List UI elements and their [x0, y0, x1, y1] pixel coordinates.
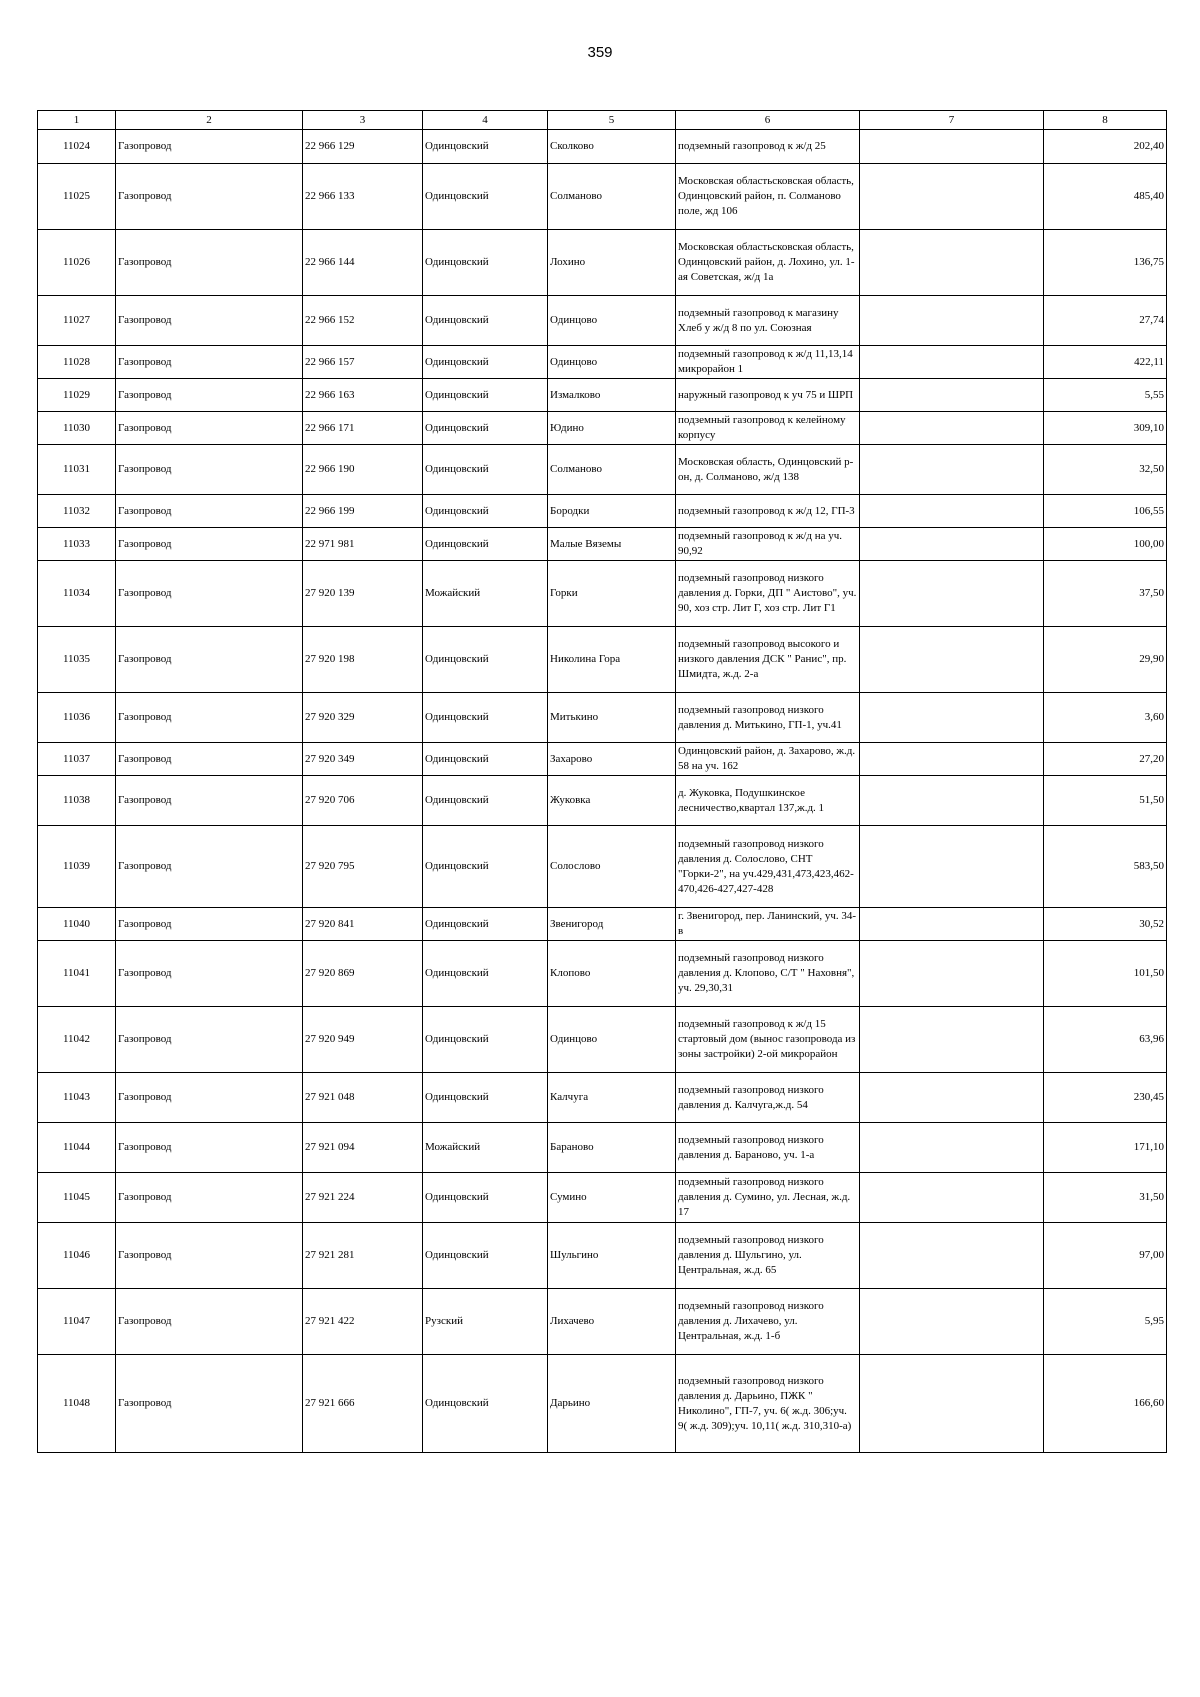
district-cell: Одинцовский: [423, 908, 548, 941]
note-cell: [860, 1223, 1044, 1289]
note-cell: [860, 495, 1044, 528]
table-row: [38, 445, 1167, 495]
column-header: 5: [548, 111, 676, 130]
table-row: [38, 346, 1167, 379]
table-row: [38, 941, 1167, 1007]
district-cell: Одинцовский: [423, 164, 548, 230]
length-value-cell: 171,10: [1044, 1123, 1167, 1173]
object-name-cell: Газопровод: [116, 826, 303, 908]
district-cell: Одинцовский: [423, 346, 548, 379]
district-cell: Одинцовский: [423, 1223, 548, 1289]
address-cell: подземный газопровод низкого давления д. Сумино, ул. Лесная, ж.д. 17: [676, 1173, 860, 1223]
note-cell: [860, 1123, 1044, 1173]
table-row: [38, 296, 1167, 346]
row-number-cell: 11033: [38, 528, 116, 561]
district-cell: Одинцовский: [423, 296, 548, 346]
object-name-cell: Газопровод: [116, 495, 303, 528]
address-cell: Московская область, Одинцовский р-он, д. Солманово, ж/д 138: [676, 445, 860, 495]
object-name-cell: Газопровод: [116, 627, 303, 693]
locality-cell: Дарьино: [548, 1355, 676, 1453]
locality-cell: Измалково: [548, 379, 676, 412]
note-cell: [860, 826, 1044, 908]
length-value-cell: 166,60: [1044, 1355, 1167, 1453]
district-cell: Одинцовский: [423, 776, 548, 826]
row-number-cell: 11035: [38, 627, 116, 693]
row-number-cell: 11045: [38, 1173, 116, 1223]
address-cell: д. Жуковка, Подушкинское лесничество,квартал 137,ж.д. 1: [676, 776, 860, 826]
table-row: [38, 1123, 1167, 1173]
length-value-cell: 5,95: [1044, 1289, 1167, 1355]
locality-cell: Горки: [548, 561, 676, 627]
note-cell: [860, 130, 1044, 164]
object-name-cell: Газопровод: [116, 445, 303, 495]
length-value-cell: 485,40: [1044, 164, 1167, 230]
length-value-cell: 5,55: [1044, 379, 1167, 412]
district-cell: Одинцовский: [423, 1073, 548, 1123]
note-cell: [860, 346, 1044, 379]
locality-cell: Одинцово: [548, 346, 676, 379]
row-number-cell: 11030: [38, 412, 116, 445]
inventory-number-cell: 27 920 795: [303, 826, 423, 908]
table-row: [38, 130, 1167, 164]
table-row: [38, 1223, 1167, 1289]
locality-cell: Солманово: [548, 164, 676, 230]
length-value-cell: 422,11: [1044, 346, 1167, 379]
table-row: [38, 826, 1167, 908]
inventory-number-cell: 27 920 329: [303, 693, 423, 743]
address-cell: подземный газопровод высокого и низкого давления ДСК " Ранис", пр. Шмидта, ж.д. 2-а: [676, 627, 860, 693]
length-value-cell: 29,90: [1044, 627, 1167, 693]
address-cell: подземный газопровод низкого давления д. Клопово, С/Т " Наховня", уч. 29,30,31: [676, 941, 860, 1007]
note-cell: [860, 230, 1044, 296]
object-name-cell: Газопровод: [116, 1355, 303, 1453]
note-cell: [860, 445, 1044, 495]
address-cell: наружный газопровод к уч 75 и ШРП: [676, 379, 860, 412]
object-name-cell: Газопровод: [116, 1223, 303, 1289]
note-cell: [860, 1355, 1044, 1453]
object-name-cell: Газопровод: [116, 164, 303, 230]
registry-table: [37, 110, 1167, 1453]
locality-cell: Сколково: [548, 130, 676, 164]
inventory-number-cell: 22 966 171: [303, 412, 423, 445]
locality-cell: Жуковка: [548, 776, 676, 826]
length-value-cell: 31,50: [1044, 1173, 1167, 1223]
district-cell: Одинцовский: [423, 230, 548, 296]
inventory-number-cell: 27 920 949: [303, 1007, 423, 1073]
locality-cell: Захарово: [548, 743, 676, 776]
address-cell: Московская областьсковская область, Одинцовский район, п. Солманово поле, жд 106: [676, 164, 860, 230]
inventory-number-cell: 27 920 706: [303, 776, 423, 826]
inventory-number-cell: 27 920 139: [303, 561, 423, 627]
district-cell: Рузский: [423, 1289, 548, 1355]
address-cell: подземный газопровод низкого давления д. Шульгино, ул. Центральная, ж.д. 65: [676, 1223, 860, 1289]
inventory-number-cell: 27 921 281: [303, 1223, 423, 1289]
table-row: [38, 1355, 1167, 1453]
length-value-cell: 32,50: [1044, 445, 1167, 495]
table-row: [38, 528, 1167, 561]
note-cell: [860, 528, 1044, 561]
table-row: [38, 1173, 1167, 1223]
inventory-number-cell: 27 921 224: [303, 1173, 423, 1223]
locality-cell: Бараново: [548, 1123, 676, 1173]
object-name-cell: Газопровод: [116, 1007, 303, 1073]
length-value-cell: 30,52: [1044, 908, 1167, 941]
address-cell: подземный газопровод низкого давления д. Калчуга,ж.д. 54: [676, 1073, 860, 1123]
table-row: [38, 495, 1167, 528]
length-value-cell: 51,50: [1044, 776, 1167, 826]
row-number-cell: 11047: [38, 1289, 116, 1355]
table-row: [38, 1289, 1167, 1355]
length-value-cell: 27,20: [1044, 743, 1167, 776]
object-name-cell: Газопровод: [116, 941, 303, 1007]
locality-cell: Малые Вяземы: [548, 528, 676, 561]
locality-cell: Лихачево: [548, 1289, 676, 1355]
inventory-number-cell: 22 966 152: [303, 296, 423, 346]
row-number-cell: 11029: [38, 379, 116, 412]
inventory-number-cell: 22 966 163: [303, 379, 423, 412]
locality-cell: Бородки: [548, 495, 676, 528]
length-value-cell: 106,55: [1044, 495, 1167, 528]
note-cell: [860, 561, 1044, 627]
address-cell: подземный газопровод низкого давления д. Лихачево, ул. Центральная, ж.д. 1-б: [676, 1289, 860, 1355]
table-body: [38, 130, 1167, 1453]
inventory-number-cell: 22 966 129: [303, 130, 423, 164]
locality-cell: Лохино: [548, 230, 676, 296]
object-name-cell: Газопровод: [116, 230, 303, 296]
inventory-number-cell: 22 966 157: [303, 346, 423, 379]
table-row: [38, 561, 1167, 627]
object-name-cell: Газопровод: [116, 296, 303, 346]
address-cell: подземный газопровод низкого давления д. Бараново, уч. 1-а: [676, 1123, 860, 1173]
row-number-cell: 11034: [38, 561, 116, 627]
district-cell: Одинцовский: [423, 445, 548, 495]
table-row: [38, 1073, 1167, 1123]
object-name-cell: Газопровод: [116, 130, 303, 164]
table-row: [38, 743, 1167, 776]
inventory-number-cell: 22 966 144: [303, 230, 423, 296]
district-cell: Одинцовский: [423, 1007, 548, 1073]
table-row: [38, 412, 1167, 445]
address-cell: г. Звенигород, пер. Ланинский, уч. 34-в: [676, 908, 860, 941]
object-name-cell: Газопровод: [116, 1123, 303, 1173]
length-value-cell: 101,50: [1044, 941, 1167, 1007]
address-cell: подземный газопровод к ж/д 15 стартовый дом (вынос газопровода из зоны застройки) 2-ой микрорайон: [676, 1007, 860, 1073]
row-number-cell: 11027: [38, 296, 116, 346]
column-header: 7: [860, 111, 1044, 130]
table-row: [38, 379, 1167, 412]
locality-cell: Николина Гора: [548, 627, 676, 693]
locality-cell: Сумино: [548, 1173, 676, 1223]
address-cell: подземный газопровод к ж/д 12, ГП-3: [676, 495, 860, 528]
row-number-cell: 11024: [38, 130, 116, 164]
inventory-number-cell: 22 971 981: [303, 528, 423, 561]
length-value-cell: 230,45: [1044, 1073, 1167, 1123]
inventory-number-cell: 27 921 048: [303, 1073, 423, 1123]
object-name-cell: Газопровод: [116, 693, 303, 743]
locality-cell: Одинцово: [548, 296, 676, 346]
object-name-cell: Газопровод: [116, 346, 303, 379]
locality-cell: Юдино: [548, 412, 676, 445]
address-cell: Одинцовский район, д. Захарово, ж.д. 58 на уч. 162: [676, 743, 860, 776]
district-cell: Одинцовский: [423, 130, 548, 164]
inventory-number-cell: 27 920 349: [303, 743, 423, 776]
row-number-cell: 11028: [38, 346, 116, 379]
row-number-cell: 11042: [38, 1007, 116, 1073]
note-cell: [860, 941, 1044, 1007]
note-cell: [860, 1173, 1044, 1223]
object-name-cell: Газопровод: [116, 1289, 303, 1355]
note-cell: [860, 379, 1044, 412]
length-value-cell: 37,50: [1044, 561, 1167, 627]
district-cell: Одинцовский: [423, 412, 548, 445]
object-name-cell: Газопровод: [116, 908, 303, 941]
object-name-cell: Газопровод: [116, 743, 303, 776]
column-header: 2: [116, 111, 303, 130]
note-cell: [860, 1007, 1044, 1073]
address-cell: подземный газопровод низкого давления д. Митькино, ГП-1, уч.41: [676, 693, 860, 743]
table-row: [38, 693, 1167, 743]
length-value-cell: 202,40: [1044, 130, 1167, 164]
address-cell: Московская областьсковская область, Одинцовский район, д. Лохино, ул. 1-ая Советская, ж/д 1а: [676, 230, 860, 296]
page-number: 359: [587, 44, 613, 61]
inventory-number-cell: 22 966 133: [303, 164, 423, 230]
locality-cell: Солослово: [548, 826, 676, 908]
district-cell: Одинцовский: [423, 379, 548, 412]
length-value-cell: 100,00: [1044, 528, 1167, 561]
inventory-number-cell: 22 966 190: [303, 445, 423, 495]
column-header: 3: [303, 111, 423, 130]
address-cell: подземный газопровод к ж/д на уч. 90,92: [676, 528, 860, 561]
district-cell: Одинцовский: [423, 826, 548, 908]
row-number-cell: 11032: [38, 495, 116, 528]
address-cell: подземный газопровод низкого давления д. Горки, ДП " Аистово", уч. 90, хоз стр. Лит Г, хоз стр. Лит Г1: [676, 561, 860, 627]
table-row: [38, 627, 1167, 693]
object-name-cell: Газопровод: [116, 1173, 303, 1223]
header-row: [38, 111, 1167, 130]
row-number-cell: 11039: [38, 826, 116, 908]
note-cell: [860, 627, 1044, 693]
table-row: [38, 164, 1167, 230]
row-number-cell: 11046: [38, 1223, 116, 1289]
locality-cell: Звенигород: [548, 908, 676, 941]
column-header: 1: [38, 111, 116, 130]
locality-cell: Митькино: [548, 693, 676, 743]
length-value-cell: 136,75: [1044, 230, 1167, 296]
inventory-number-cell: 22 966 199: [303, 495, 423, 528]
table-row: [38, 1007, 1167, 1073]
note-cell: [860, 908, 1044, 941]
district-cell: Одинцовский: [423, 495, 548, 528]
district-cell: Одинцовский: [423, 528, 548, 561]
note-cell: [860, 296, 1044, 346]
table-row: [38, 908, 1167, 941]
district-cell: Одинцовский: [423, 1173, 548, 1223]
district-cell: Одинцовский: [423, 627, 548, 693]
address-cell: подземный газопровод к ж/д 25: [676, 130, 860, 164]
column-header: 4: [423, 111, 548, 130]
row-number-cell: 11037: [38, 743, 116, 776]
district-cell: Одинцовский: [423, 941, 548, 1007]
length-value-cell: 3,60: [1044, 693, 1167, 743]
table-row: [38, 230, 1167, 296]
district-cell: Можайский: [423, 561, 548, 627]
object-name-cell: Газопровод: [116, 1073, 303, 1123]
object-name-cell: Газопровод: [116, 379, 303, 412]
row-number-cell: 11040: [38, 908, 116, 941]
column-header: 6: [676, 111, 860, 130]
district-cell: Одинцовский: [423, 693, 548, 743]
note-cell: [860, 743, 1044, 776]
note-cell: [860, 776, 1044, 826]
length-value-cell: 583,50: [1044, 826, 1167, 908]
length-value-cell: 309,10: [1044, 412, 1167, 445]
row-number-cell: 11041: [38, 941, 116, 1007]
inventory-number-cell: 27 920 198: [303, 627, 423, 693]
object-name-cell: Газопровод: [116, 561, 303, 627]
row-number-cell: 11044: [38, 1123, 116, 1173]
note-cell: [860, 164, 1044, 230]
locality-cell: Одинцово: [548, 1007, 676, 1073]
locality-cell: Калчуга: [548, 1073, 676, 1123]
district-cell: Одинцовский: [423, 743, 548, 776]
row-number-cell: 11031: [38, 445, 116, 495]
inventory-number-cell: 27 921 094: [303, 1123, 423, 1173]
row-number-cell: 11036: [38, 693, 116, 743]
inventory-number-cell: 27 920 841: [303, 908, 423, 941]
district-cell: Одинцовский: [423, 1355, 548, 1453]
locality-cell: Клопово: [548, 941, 676, 1007]
row-number-cell: 11048: [38, 1355, 116, 1453]
address-cell: подземный газопровод низкого давления д. Солослово, СНТ "Горки-2", на уч.429,431,473,423,462-470,426-427,427-428: [676, 826, 860, 908]
address-cell: подземный газопровод к магазину Хлеб у ж/д 8 по ул. Союзная: [676, 296, 860, 346]
inventory-number-cell: 27 921 422: [303, 1289, 423, 1355]
locality-cell: Солманово: [548, 445, 676, 495]
address-cell: подземный газопровод низкого давления д. Дарьино, ПЖК " Николино", ГП-7, уч. 6( ж.д. 306;уч. 9( ж.д. 309);уч. 10,11( ж.д. 310,310-а): [676, 1355, 860, 1453]
length-value-cell: 97,00: [1044, 1223, 1167, 1289]
address-cell: подземный газопровод к ж/д 11,13,14 микрорайон 1: [676, 346, 860, 379]
note-cell: [860, 1289, 1044, 1355]
object-name-cell: Газопровод: [116, 528, 303, 561]
length-value-cell: 63,96: [1044, 1007, 1167, 1073]
row-number-cell: 11043: [38, 1073, 116, 1123]
district-cell: Можайский: [423, 1123, 548, 1173]
table-row: [38, 776, 1167, 826]
column-header: 8: [1044, 111, 1167, 130]
row-number-cell: 11025: [38, 164, 116, 230]
note-cell: [860, 693, 1044, 743]
address-cell: подземный газопровод к келейному корпусу: [676, 412, 860, 445]
object-name-cell: Газопровод: [116, 776, 303, 826]
inventory-number-cell: 27 921 666: [303, 1355, 423, 1453]
note-cell: [860, 412, 1044, 445]
row-number-cell: 11038: [38, 776, 116, 826]
note-cell: [860, 1073, 1044, 1123]
length-value-cell: 27,74: [1044, 296, 1167, 346]
object-name-cell: Газопровод: [116, 412, 303, 445]
inventory-number-cell: 27 920 869: [303, 941, 423, 1007]
row-number-cell: 11026: [38, 230, 116, 296]
locality-cell: Шульгино: [548, 1223, 676, 1289]
